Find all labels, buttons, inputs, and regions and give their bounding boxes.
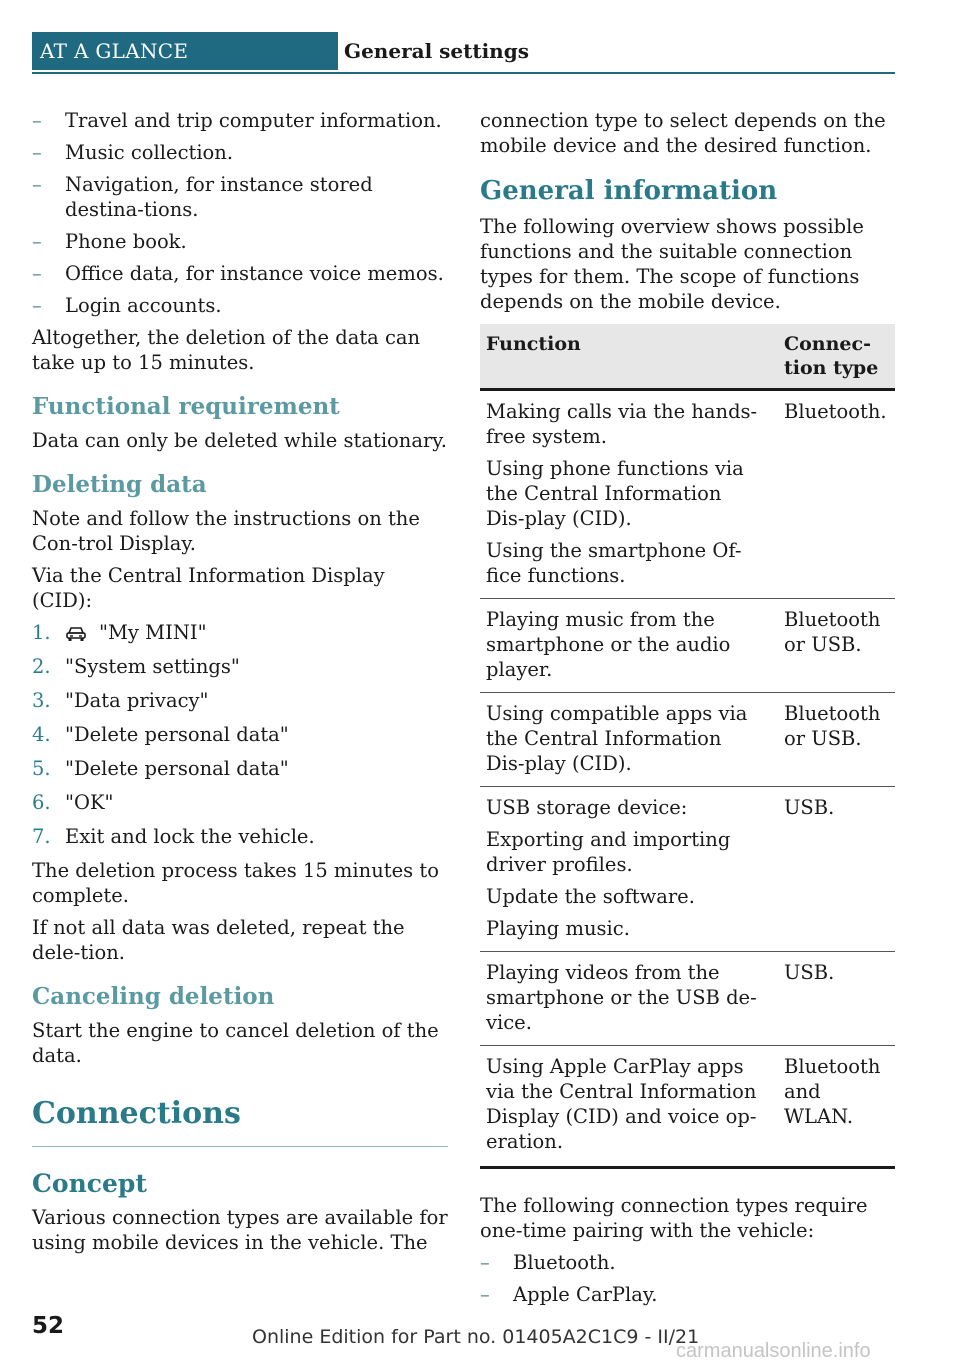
function-cell: USB storage device: Exporting and importing driver profiles. Update the software. Playing music. bbox=[480, 787, 772, 952]
step-item: 4. "Delete personal data" bbox=[32, 723, 289, 746]
step-item: 2. "System settings" bbox=[32, 655, 240, 678]
dash-bullet: – bbox=[32, 262, 42, 285]
canceling-deletion-heading: Canceling deletion bbox=[32, 983, 275, 1010]
function-cell: Using Apple CarPlay apps via the Central Information Display (CID) and voice op-eration. bbox=[480, 1046, 772, 1168]
step-item: 1. "My MINI" bbox=[32, 621, 207, 644]
function-cell: Playing videos from the smartphone or the USB de-vice. bbox=[480, 952, 772, 1046]
list-item: – Phone book. bbox=[32, 230, 187, 253]
connection-type-cell: Bluetooth or USB. bbox=[772, 599, 895, 693]
edition-footer: Online Edition for Part no. 01405A2C1C9 - II/21 bbox=[252, 1326, 700, 1348]
connection-types-table bbox=[480, 324, 895, 1169]
deleting-data-heading: Deleting data bbox=[32, 471, 207, 498]
table-row bbox=[480, 952, 895, 1046]
step-item: 7. Exit and lock the vehicle. bbox=[32, 825, 315, 848]
list-item: – Login accounts. bbox=[32, 294, 222, 317]
pairing-list bbox=[480, 1250, 895, 1307]
dash-bullet: – bbox=[32, 173, 42, 196]
section-tab: AT A GLANCE bbox=[32, 32, 338, 70]
list-item: – Navigation, for instance stored destina-tions. bbox=[32, 173, 373, 221]
left-column bbox=[32, 108, 448, 1262]
dash-bullet: – bbox=[32, 141, 42, 164]
table-row bbox=[480, 1046, 895, 1168]
deletion-steps bbox=[32, 620, 448, 849]
functional-requirement-text: Data can only be deleted while stationary. bbox=[32, 429, 447, 452]
chapter-title: General settings bbox=[344, 39, 529, 63]
page-number: 52 bbox=[32, 1313, 65, 1339]
table-row bbox=[480, 787, 895, 952]
cid-intro: Via the Central Information Display (CID): bbox=[32, 564, 385, 612]
function-cell: Using compatible apps via the Central Information Dis-play (CID). bbox=[480, 693, 772, 787]
list-item: – Bluetooth. bbox=[480, 1251, 616, 1274]
right-column bbox=[480, 108, 895, 1314]
deletion-process-text: The deletion process takes 15 minutes to complete. bbox=[32, 859, 439, 907]
list-item: – Travel and trip computer information. bbox=[32, 109, 442, 132]
general-information-heading: General information bbox=[480, 176, 778, 206]
table-row bbox=[480, 599, 895, 693]
general-information-text: The following overview shows possible functions and the suitable connection types for them. The scope of functions depends on the mobile device. bbox=[480, 215, 864, 313]
instructions-note: Note and follow the instructions on the Con-trol Display. bbox=[32, 507, 420, 555]
deletion-time-text: Altogether, the deletion of the data can take up to 15 minutes. bbox=[32, 326, 421, 374]
step-item: 3. "Data privacy" bbox=[32, 689, 209, 712]
connection-type-cell: Bluetooth. bbox=[784, 400, 887, 423]
deleted-data-list bbox=[32, 108, 448, 318]
dash-bullet: – bbox=[480, 1283, 490, 1306]
watermark: carmanualsonline.info bbox=[676, 1340, 871, 1362]
connection-type-cell: USB. bbox=[772, 952, 895, 1046]
connection-type-cell: Bluetooth or USB. bbox=[772, 693, 895, 787]
list-item: – Music collection. bbox=[32, 141, 234, 164]
continuation-text: connection type to select depends on the mobile device and the desired function. bbox=[480, 109, 886, 157]
dash-bullet: – bbox=[480, 1251, 490, 1274]
canceling-text: Start the engine to cancel deletion of the data. bbox=[32, 1019, 439, 1067]
table-row bbox=[480, 390, 895, 599]
step-item: 5. "Delete personal data" bbox=[32, 757, 289, 780]
list-item: – Office data, for instance voice memos. bbox=[32, 262, 444, 285]
column-header-connection-type: Connec-tion type bbox=[772, 324, 895, 390]
table-header-row bbox=[480, 324, 895, 390]
concept-text: Various connection types are available for using mobile devices in the vehicle. The bbox=[32, 1206, 448, 1254]
table-row bbox=[480, 693, 895, 787]
page-header bbox=[32, 32, 895, 74]
function-cell: Playing music from the smartphone or the audio player. bbox=[480, 599, 772, 693]
dash-bullet: – bbox=[32, 109, 42, 132]
connections-heading: Connections bbox=[32, 1096, 448, 1147]
repeat-text: If not all data was deleted, repeat the dele-tion. bbox=[32, 916, 405, 964]
step-item: 6. "OK" bbox=[32, 791, 114, 814]
pairing-text: The following connection types require one-time pairing with the vehicle: bbox=[480, 1194, 868, 1242]
column-header-function: Function bbox=[480, 324, 772, 390]
list-item: – Apple CarPlay. bbox=[480, 1283, 658, 1306]
dash-bullet: – bbox=[32, 294, 42, 317]
functional-requirement-heading: Functional requirement bbox=[32, 393, 340, 420]
function-cell: Making calls via the hands-free system. Using phone functions via the Central Information Dis-play (CID). Using the smartphone Of-fice functions. bbox=[486, 400, 758, 587]
concept-heading: Concept bbox=[32, 1169, 147, 1198]
connection-type-cell: Bluetooth and WLAN. bbox=[772, 1046, 895, 1168]
connection-type-cell: USB. bbox=[772, 787, 895, 952]
car-icon bbox=[65, 626, 87, 642]
dash-bullet: – bbox=[32, 230, 42, 253]
